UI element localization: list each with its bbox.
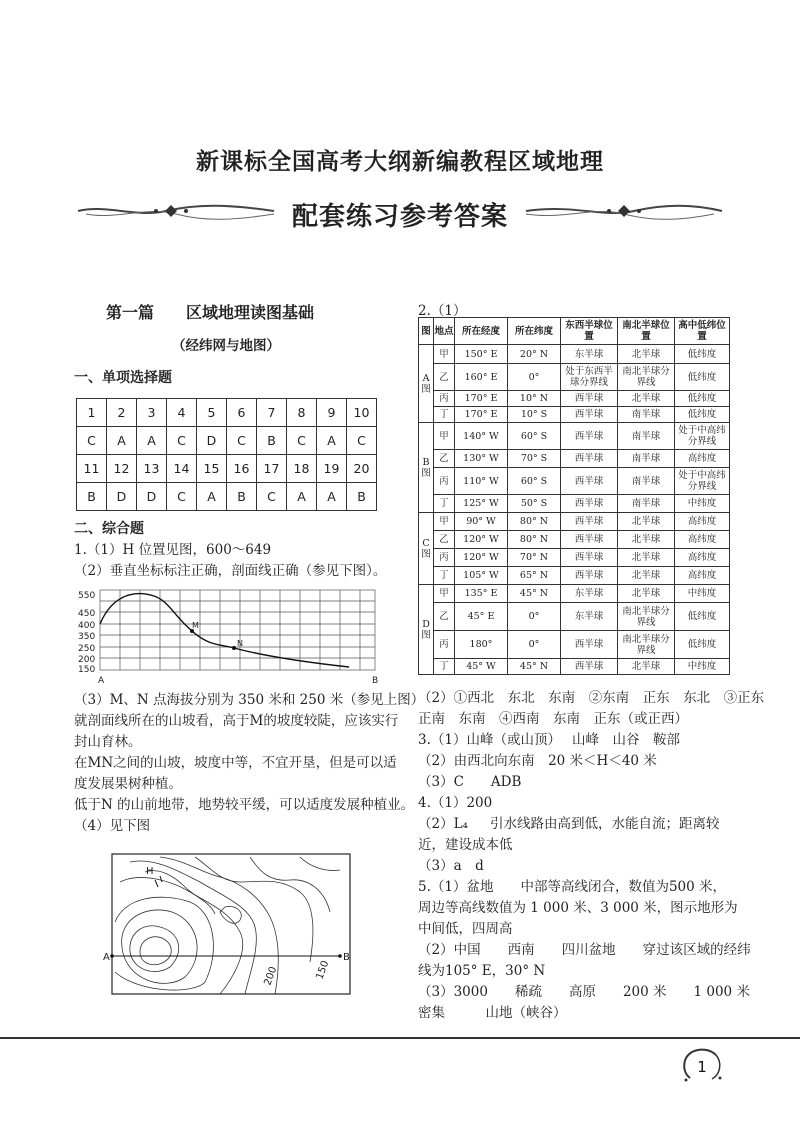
answer-line: （3）C ADB <box>418 774 522 790</box>
table-cell: 南半球 <box>618 495 675 513</box>
table-cell: 高纬度 <box>675 567 730 585</box>
table-cell: 甲 <box>434 513 455 531</box>
table-cell: 16 <box>227 455 257 483</box>
table-cell: 18 <box>287 455 317 483</box>
table-cell: 北半球 <box>618 531 675 549</box>
table-cell: 11 <box>77 455 107 483</box>
table-cell: 北半球 <box>618 513 675 531</box>
table-cell: A <box>287 483 317 511</box>
table-cell: 西半球 <box>561 391 618 407</box>
answer-line: （2）由西北向东南 20 米＜H＜40 米 <box>418 753 657 769</box>
answer-line: 密集 山地（峡谷） <box>418 1005 567 1021</box>
table-row <box>419 603 730 631</box>
table-row <box>419 585 730 603</box>
table-cell: 180° <box>455 631 508 659</box>
table-cell: 北半球 <box>618 345 675 364</box>
table-cell: 3 <box>137 399 167 427</box>
table-row <box>419 450 730 468</box>
table-cell: 10° S <box>508 407 561 423</box>
table-cell: 处于东西半球分界线 <box>561 364 618 391</box>
table-row <box>419 364 730 391</box>
table-cell: 东半球 <box>561 585 618 603</box>
answer-line: （2）L₄ 引水线路由高到低，水能自流；距离较 <box>418 816 720 832</box>
table-row <box>419 391 730 407</box>
table-row <box>419 468 730 495</box>
table-cell: 50° S <box>508 495 561 513</box>
label-n: N <box>237 639 243 648</box>
group-label: B图 <box>419 423 434 513</box>
table-row <box>77 455 377 483</box>
table-cell: 甲 <box>434 585 455 603</box>
table-cell: 4 <box>167 399 197 427</box>
y-tick: 200 <box>78 655 96 665</box>
table-cell: 150° E <box>455 345 508 364</box>
table-cell: B <box>347 483 377 511</box>
table-cell: 130° W <box>455 450 508 468</box>
table-cell: A <box>197 483 227 511</box>
table-cell: A <box>317 427 347 455</box>
table-cell: B <box>257 427 287 455</box>
y-tick: 250 <box>78 644 96 654</box>
answer-line: 近，建设成本低 <box>418 837 513 853</box>
answer-line: （3）M、N 点海拔分别为 350 米和 250 米（参见上图） <box>74 692 425 708</box>
group-label: A图 <box>419 345 434 423</box>
table-cell: 12 <box>107 455 137 483</box>
table-cell: 南北半球分界线 <box>618 631 675 659</box>
chapter-title: 第一篇 区域地理读图基础 <box>106 303 315 322</box>
table-cell: 南半球 <box>618 423 675 450</box>
table-cell: 80° N <box>508 513 561 531</box>
table-cell: B <box>227 483 257 511</box>
q2-label: 2.（1） <box>418 303 467 319</box>
table-cell: 10 <box>347 399 377 427</box>
section-title: （经纬网与地图） <box>172 338 280 354</box>
table-cell: 西半球 <box>561 513 618 531</box>
table-cell: 14 <box>167 455 197 483</box>
table-cell: 60° S <box>508 468 561 495</box>
answer-line: 度发展果树种植。 <box>74 776 182 792</box>
table-cell: 丁 <box>434 659 455 675</box>
answer-line: （2）中国 西南 四川盆地 穿过该区域的经纬 <box>418 942 751 958</box>
table-cell: 西半球 <box>561 549 618 567</box>
table-cell: 5 <box>197 399 227 427</box>
answer-line: 线为105° E，30° N <box>418 963 546 979</box>
answer-line: （3）a d <box>418 858 484 874</box>
table-cell: 160° E <box>455 364 508 391</box>
table-cell: 乙 <box>434 364 455 391</box>
table-cell: 低纬度 <box>675 631 730 659</box>
table-row <box>419 513 730 531</box>
table-cell: 中纬度 <box>675 585 730 603</box>
table-header: 所在纬度 <box>508 318 561 345</box>
table-cell: 17 <box>257 455 287 483</box>
table-cell: 1 <box>77 399 107 427</box>
answer-line: 5.（1）盆地 中部等高线闭合，数值为500 米， <box>418 879 727 895</box>
table-cell: 西半球 <box>561 423 618 450</box>
table-cell: 9 <box>317 399 347 427</box>
table-cell: C <box>77 427 107 455</box>
table-header: 所在经度 <box>455 318 508 345</box>
table-cell: 东半球 <box>561 345 618 364</box>
table-cell: 甲 <box>434 423 455 450</box>
table-cell: 乙 <box>434 531 455 549</box>
table-cell: 丁 <box>434 407 455 423</box>
table-cell: 西半球 <box>561 659 618 675</box>
table-cell: C <box>257 483 287 511</box>
table-cell: C <box>287 427 317 455</box>
table-cell: 45° E <box>455 603 508 631</box>
label-a: A <box>103 952 110 963</box>
table-row <box>419 407 730 423</box>
answer-line: 4.（1）200 <box>418 795 493 811</box>
page-number: 1 <box>697 1058 707 1076</box>
latlon-table <box>418 317 730 675</box>
table-header: 南北半球位置 <box>618 318 675 345</box>
table-cell: 处于中高纬分界线 <box>675 468 730 495</box>
table-cell: 45° W <box>455 659 508 675</box>
table-header: 地点 <box>434 318 455 345</box>
table-cell: 120° W <box>455 549 508 567</box>
table-cell: 13 <box>137 455 167 483</box>
table-cell: C <box>167 427 197 455</box>
answer-line: （3）3000 稀疏 高原 200 米 1 000 米 <box>418 984 750 1000</box>
table-cell: 中纬度 <box>675 495 730 513</box>
table-row <box>419 631 730 659</box>
table-cell: 19 <box>317 455 347 483</box>
table-cell: 0° <box>508 364 561 391</box>
table-cell: 45° N <box>508 659 561 675</box>
table-cell: C <box>347 427 377 455</box>
table-cell: 15 <box>197 455 227 483</box>
table-cell: 西半球 <box>561 495 618 513</box>
table-cell: 低纬度 <box>675 407 730 423</box>
group-label: C图 <box>419 513 434 585</box>
table-cell: 西半球 <box>561 450 618 468</box>
table-cell: 170° E <box>455 407 508 423</box>
contour-map <box>100 852 356 998</box>
table-cell: 170° E <box>455 391 508 407</box>
table-cell: 丙 <box>434 391 455 407</box>
profile-line <box>100 594 349 667</box>
table-cell: 处于中高纬分界线 <box>675 423 730 450</box>
elevation-profile <box>74 586 384 686</box>
table-cell: 60° S <box>508 423 561 450</box>
table-header-row <box>419 318 730 345</box>
table-cell: 低纬度 <box>675 603 730 631</box>
table-cell: 高纬度 <box>675 450 730 468</box>
table-cell: 乙 <box>434 603 455 631</box>
document-subtitle: 配套练习参考答案 <box>291 202 508 232</box>
table-cell: A <box>107 427 137 455</box>
table-cell: 北半球 <box>618 549 675 567</box>
table-cell: 45° N <box>508 585 561 603</box>
right-answer-block <box>418 688 768 1024</box>
part-one-heading: 一、单项选择题 <box>74 370 172 386</box>
y-tick: 400 <box>78 621 96 631</box>
answer-line: 封山育林。 <box>74 734 142 750</box>
table-cell: 120° W <box>455 531 508 549</box>
table-row <box>77 483 377 511</box>
table-cell: D <box>137 483 167 511</box>
table-row <box>419 345 730 364</box>
table-cell: 高纬度 <box>675 531 730 549</box>
table-cell: 北半球 <box>618 391 675 407</box>
table-cell: 北半球 <box>618 585 675 603</box>
label-b: B <box>372 676 379 686</box>
table-cell: 90° W <box>455 513 508 531</box>
table-cell: 北半球 <box>618 567 675 585</box>
table-cell: 南半球 <box>618 450 675 468</box>
table-cell: 北半球 <box>618 659 675 675</box>
table-cell: 70° N <box>508 549 561 567</box>
table-cell: A <box>317 483 347 511</box>
right-ornament <box>524 196 724 226</box>
label-h: H <box>146 866 154 877</box>
table-row <box>77 399 377 427</box>
table-row <box>419 531 730 549</box>
answer-line: 1.（1）H 位置见图，600～649 <box>74 542 272 558</box>
table-cell: 7 <box>257 399 287 427</box>
answer-line: 低于N 的山前地带，地势较平缓，可以适度发展种植业。 <box>74 797 415 813</box>
table-row <box>419 549 730 567</box>
table-cell: 80° N <box>508 531 561 549</box>
table-row <box>419 659 730 675</box>
table-cell: 高纬度 <box>675 513 730 531</box>
table-cell: 南北半球分界线 <box>618 603 675 631</box>
table-cell: 南半球 <box>618 468 675 495</box>
table-cell: 西半球 <box>561 531 618 549</box>
answer-line: 正南 东南 ④西南 东南 正东（或正西） <box>418 711 688 727</box>
table-cell: 丙 <box>434 631 455 659</box>
table-cell: 70° S <box>508 450 561 468</box>
table-cell: 西半球 <box>561 631 618 659</box>
table-cell: 0° <box>508 631 561 659</box>
mcq-answer-table <box>76 398 377 511</box>
table-cell: 10° N <box>508 391 561 407</box>
table-cell: 20° N <box>508 345 561 364</box>
answer-line: 中间低，四周高 <box>418 921 513 937</box>
contour-label-150: 150 <box>314 959 332 982</box>
y-tick: 350 <box>78 632 96 642</box>
answer-line: 就剖面线所在的山坡看，高于M的坡度较陡，应该实行 <box>74 713 399 729</box>
table-cell: 140° W <box>455 423 508 450</box>
answer-line: 3.（1）山峰（或山顶） 山峰 山谷 鞍部 <box>418 732 681 748</box>
page-number-badge <box>678 1046 726 1086</box>
answer-line: 在MN之间的山坡，坡度中等，不宜开垦，但是可以适 <box>74 755 397 771</box>
table-cell: 20 <box>347 455 377 483</box>
group-label: D图 <box>419 585 434 675</box>
answer-block-1 <box>74 540 394 582</box>
table-cell: 110° W <box>455 468 508 495</box>
table-cell: 丁 <box>434 495 455 513</box>
answer-line: （4）见下图 <box>74 818 151 834</box>
table-cell: C <box>227 427 257 455</box>
table-cell: B <box>77 483 107 511</box>
answer-line: 周边等高线数值为 1 000 米、3 000 米，图示地形为 <box>418 900 738 916</box>
table-cell: C <box>167 483 197 511</box>
table-cell: 西半球 <box>561 407 618 423</box>
table-cell: 丙 <box>434 468 455 495</box>
table-cell: 2 <box>107 399 137 427</box>
table-cell: 中纬度 <box>675 659 730 675</box>
table-cell: 6 <box>227 399 257 427</box>
contour-label-200: 200 <box>262 965 280 988</box>
table-cell: D <box>197 427 227 455</box>
table-cell: 南北半球分界线 <box>618 364 675 391</box>
table-row <box>419 423 730 450</box>
table-cell: 65° N <box>508 567 561 585</box>
table-cell: 低纬度 <box>675 345 730 364</box>
part-two-heading: 二、综合题 <box>74 521 144 537</box>
table-cell: 135° E <box>455 585 508 603</box>
table-row <box>77 427 377 455</box>
table-cell: 西半球 <box>561 468 618 495</box>
table-cell: 125° W <box>455 495 508 513</box>
y-tick: 150 <box>78 665 96 675</box>
table-cell: 丙 <box>434 549 455 567</box>
answer-block-2 <box>74 690 425 837</box>
table-cell: 西半球 <box>561 567 618 585</box>
document-title: 新课标全国高考大纲新编教程区域地理 <box>196 148 604 175</box>
point-n <box>232 646 236 650</box>
answer-line: （2）①西北 东北 东南 ②东南 正东 东北 ③正东 <box>418 690 765 706</box>
table-cell: 0° <box>508 603 561 631</box>
table-cell: A <box>137 427 167 455</box>
table-header: 东西半球位置 <box>561 318 618 345</box>
table-cell: 低纬度 <box>675 391 730 407</box>
table-cell: 东半球 <box>561 603 618 631</box>
label-a: A <box>98 676 105 686</box>
table-row <box>419 495 730 513</box>
label-b: B <box>343 952 350 963</box>
y-tick: 450 <box>78 609 96 619</box>
table-row <box>419 567 730 585</box>
label-m: M <box>192 621 199 630</box>
footer-rule <box>0 1037 800 1039</box>
table-cell: 甲 <box>434 345 455 364</box>
table-cell: 乙 <box>434 450 455 468</box>
y-tick: 550 <box>78 591 96 601</box>
table-cell: D <box>107 483 137 511</box>
table-cell: 南半球 <box>618 407 675 423</box>
table-cell: 丁 <box>434 567 455 585</box>
table-cell: 105° W <box>455 567 508 585</box>
table-cell: 低纬度 <box>675 364 730 391</box>
table-cell: 高纬度 <box>675 549 730 567</box>
table-cell: 8 <box>287 399 317 427</box>
table-header: 高中低纬位置 <box>675 318 730 345</box>
table-header: 图 <box>419 318 434 345</box>
answer-line: （2）垂直坐标标注正确，剖面线正确（参见下图）。 <box>74 563 387 579</box>
